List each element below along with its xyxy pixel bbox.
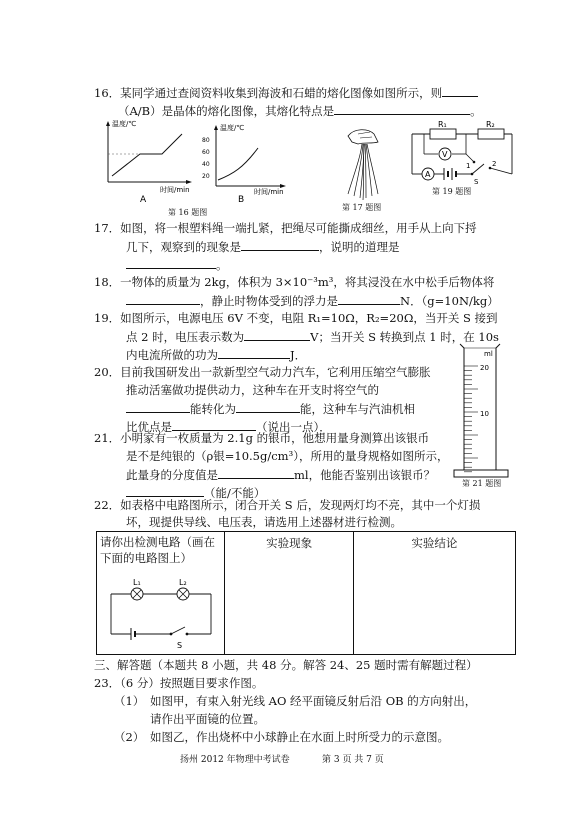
q23-item1-line1: 如图甲，有束入射光线 AO 经平面镜反射后沿 OB 的方向射出，: [150, 694, 477, 708]
lamp-l1-label: L₁: [133, 578, 141, 587]
q23-title: 23．（6 分）按照题目要求作图。: [94, 676, 264, 690]
q19-line1: 19．如图所示，电源电压 6V 不变，电阻 R₁=10Ω，R₂=20Ω，当开关 S 接到: [94, 311, 498, 325]
q19-line2: 点 2 时，电压表示数为 V；当开关 S 转换到点 1 时，在 10s: [126, 330, 499, 344]
fig16b-tick-40: 40: [202, 161, 210, 168]
fig19-r1-label: R₁: [438, 120, 447, 129]
fig21-unit-label: ml: [484, 350, 493, 358]
q18-line1: 18．一物体的质量为 2kg，体积为 3×10⁻³m³，将其浸没在水中松手后物体将: [94, 275, 495, 289]
q22-col1-header: [97, 532, 224, 568]
q22-circuit-cell[interactable]: [97, 532, 225, 655]
q16-blank-2[interactable]: [334, 102, 470, 115]
q22-phenomenon-cell[interactable]: [225, 532, 353, 655]
q22-conclusion-cell[interactable]: [353, 532, 515, 655]
q20-line3: 能转化为 能，这种车与汽油机相: [126, 400, 415, 417]
fig16a-xlabel: 时间/min: [160, 186, 190, 194]
q21-line2: 是不是纯银的（ρ银=10.5g/cm³），所用的量身规格如图所示，: [126, 449, 449, 463]
q22-col3-header: 实验结论: [411, 536, 458, 550]
q16-line2: （A/B）是晶体的熔化图像，其熔化特点是 。: [118, 104, 482, 118]
fig16a-name: A: [140, 195, 147, 205]
q22-circuit-diagram: [105, 576, 223, 650]
q18-blank-1[interactable]: [126, 292, 200, 305]
fig19-ammeter-label: A: [425, 170, 431, 179]
fig19-switch-label: S: [474, 178, 479, 186]
fig19-caption: 第 19 题图: [432, 187, 472, 196]
q16-line1: 16．某同学通过查阅资料收集到海波和石蜡的熔化图像如图所示，则: [94, 84, 478, 101]
q17-blank-1[interactable]: [241, 238, 319, 251]
q23-item2-num: （2）: [114, 730, 145, 744]
q23-item1-num: （1）: [114, 694, 145, 708]
fig21-tick-20: 20: [480, 364, 489, 372]
q19-line3: 内电流所做的功为 J．: [126, 348, 307, 362]
fig16-graph-a: [100, 120, 195, 208]
fig21-caption: 第 21 题图: [462, 479, 502, 488]
fig16b-xlabel: 时间/min: [254, 188, 284, 196]
fig17-hand-strands: [338, 124, 386, 202]
q20-line2: 推动活塞做功提供动力，这种车在开支时将空气的: [126, 383, 379, 397]
q23-item2-line1: 如图乙，作出烧杯中小球静止在水面上时所受力的示意图。: [150, 730, 449, 744]
fig16a-ylabel: 温度/℃: [112, 120, 137, 128]
q17-line1: 17．如图，将一根塑料绳一端扎紧，把绳尽可能撕成细丝，用手从上向下捋: [94, 221, 477, 235]
q19-blank-1[interactable]: [244, 328, 310, 341]
q21-line1: 21．小明家有一枚质量为 2.1g 的银币，他想用量身测算出该银币: [94, 431, 430, 445]
fig19-point2-label: 2: [492, 160, 497, 168]
q22-switch-label: S: [177, 641, 183, 650]
section3-heading: 三、解答题（本题共 8 小题，共 48 分。解答 24、25 题时需有解题过程）: [94, 658, 478, 672]
q21-line3: 此量身的分度值是 ml，他能否鉴别出该银币？: [126, 468, 436, 482]
q17-blank-2[interactable]: [126, 256, 216, 269]
q22-line1: 22．如表格中电路图所示，闭合开关 S 后，发现两灯均不亮，其中一个灯损: [94, 498, 481, 512]
q21-blank-1[interactable]: [218, 466, 294, 479]
q20-blank-2[interactable]: [236, 400, 300, 413]
fig19-r2-label: R₂: [486, 120, 495, 129]
fig16b-ylabel: 温度/℃: [220, 124, 245, 132]
q22-col1-header-line2: 下面的电路图上）: [100, 551, 192, 565]
fig16-graph-b: [198, 124, 293, 208]
q20-line4: 比优点是 （说出一点）．: [126, 420, 331, 434]
fig21-graduated-cylinder: [446, 338, 520, 486]
fig19-r1-resistor: [430, 129, 456, 139]
q17-line3: 。: [126, 256, 228, 273]
fig21-tick-10: 10: [480, 410, 489, 418]
q17-line2: 几下，观察到的现象是 ，说明的道理是: [126, 240, 400, 254]
q20-line1: 20．目前我国研发出一款新型空气动力汽车，它利用压缩空气膨胀: [94, 365, 431, 379]
q19-blank-2[interactable]: [218, 346, 290, 359]
fig16b-tick-60: 60: [202, 149, 210, 156]
footer-exam-title: 扬州 2012 年物理中考试卷: [180, 755, 290, 765]
q22-col1-header-line1: 请你出检测电路（画在: [100, 535, 215, 549]
fig19-point1-label: 1: [466, 162, 471, 170]
q21-line4: （能/不能）: [126, 484, 265, 501]
q23-item1-line2: 请作出平面镜的位置。: [150, 712, 265, 726]
fig16b-tick-20: 20: [202, 173, 210, 180]
q20-blank-1[interactable]: [126, 400, 190, 413]
q18-blank-2[interactable]: [338, 292, 400, 305]
fig16b-name: B: [238, 195, 245, 205]
footer-page-number: 第 3 页 共 7 页: [322, 755, 384, 765]
q21-blank-2[interactable]: [126, 484, 204, 497]
q22-answer-table: [96, 531, 516, 655]
fig17-caption: 第 17 题图: [342, 203, 382, 212]
q22-line2: 坏，现提供导线、电压表，请选用上述器材进行检测。: [126, 515, 402, 529]
fig19-r2-resistor: [478, 129, 504, 139]
q16-blank-1[interactable]: [442, 84, 478, 97]
fig16-caption: 第 16 题图: [168, 208, 208, 217]
q18-line2: ，静止时物体受到的浮力是 N．（g=10N/kg）: [126, 292, 499, 309]
fig19-circuit: [404, 122, 520, 196]
fig19-voltmeter-label: V: [442, 150, 448, 159]
q22-switch-icon: [171, 627, 185, 634]
fig16b-tick-80: 80: [202, 137, 210, 144]
q22-col2-header: 实验现象: [266, 536, 313, 550]
lamp-l2-label: L₂: [179, 578, 187, 587]
